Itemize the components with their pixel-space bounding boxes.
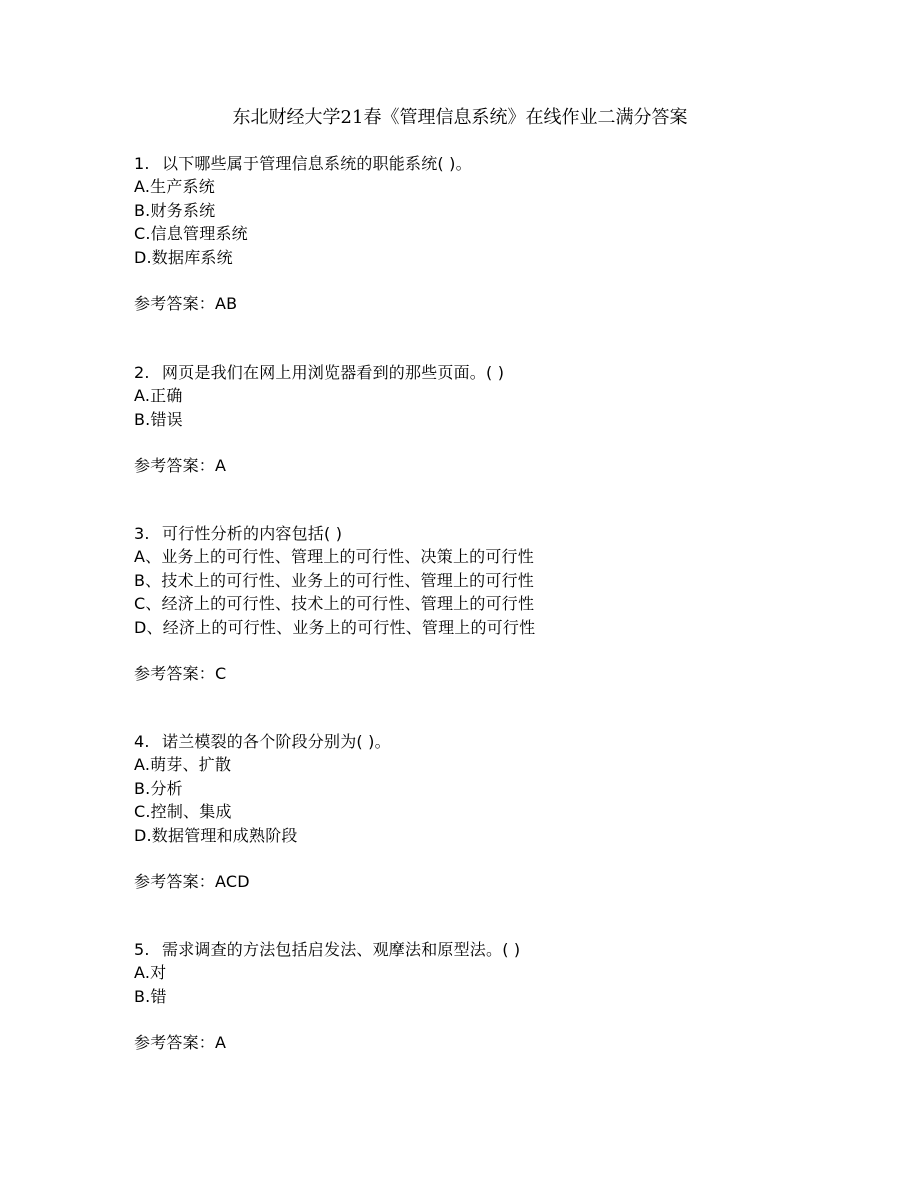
- question-number: 2.: [134, 363, 150, 382]
- option-d: D.数据库系统: [134, 247, 233, 267]
- question-number: 1.: [134, 154, 150, 173]
- question-text: 以下哪些属于管理信息系统的职能系统( )。: [162, 154, 472, 173]
- answer-label: 参考答案：: [134, 1033, 216, 1053]
- question-stem: [134, 522, 834, 545]
- question-3: [134, 522, 834, 685]
- answer-value: A: [215, 456, 227, 476]
- option-b: B.错误: [134, 409, 183, 429]
- option-a: A.生产系统: [134, 177, 215, 197]
- question-text: 网页是我们在网上用浏览器看到的那些页面。( ): [162, 363, 505, 382]
- answer-value: A: [215, 1033, 227, 1053]
- question-stem: [134, 938, 834, 961]
- option-a: A.正确: [134, 386, 183, 406]
- option-c: C.信息管理系统: [134, 224, 248, 244]
- question-text: 可行性分析的内容包括( ): [162, 524, 343, 543]
- question-stem: [134, 730, 834, 753]
- question-number: 4.: [134, 732, 150, 751]
- option-a: A.萌芽、扩散: [134, 755, 232, 775]
- answer-label: 参考答案：: [134, 293, 216, 313]
- reference-answer: [134, 292, 834, 315]
- reference-answer: [134, 662, 834, 685]
- reference-answer: [134, 454, 834, 477]
- document-title: 东北财经大学21春《管理信息系统》在线作业二满分答案: [232, 107, 688, 128]
- answer-label: 参考答案：: [134, 456, 216, 476]
- question-number: 3.: [134, 524, 150, 543]
- answer-value: C: [215, 663, 227, 683]
- question-2: [134, 361, 834, 478]
- option-d: D、经济上的可行性、业务上的可行性、管理上的可行性: [134, 617, 536, 637]
- question-number: 5.: [134, 940, 150, 959]
- option-b: B.分析: [134, 778, 183, 798]
- option-b: B.财务系统: [134, 200, 216, 220]
- option-b: B.错: [134, 986, 167, 1006]
- question-stem: [134, 361, 834, 384]
- option-a: A.对: [134, 963, 167, 983]
- option-d: D.数据管理和成熟阶段: [134, 825, 298, 845]
- option-b: B、技术上的可行性、业务上的可行性、管理上的可行性: [134, 570, 534, 590]
- answer-value: ACD: [215, 871, 250, 891]
- answer-value: AB: [215, 293, 238, 313]
- question-1: [134, 152, 834, 315]
- question-stem: [134, 152, 834, 175]
- question-5: [134, 938, 834, 1055]
- reference-answer: [134, 870, 834, 893]
- question-text: 需求调查的方法包括启发法、观摩法和原型法。( ): [162, 940, 521, 959]
- answer-label: 参考答案：: [134, 663, 216, 683]
- option-a: A、业务上的可行性、管理上的可行性、决策上的可行性: [134, 547, 534, 567]
- question-4: [134, 730, 834, 893]
- reference-answer: [134, 1031, 834, 1054]
- option-c: C、经济上的可行性、技术上的可行性、管理上的可行性: [134, 594, 535, 614]
- answer-label: 参考答案：: [134, 871, 216, 891]
- question-text: 诺兰模裂的各个阶段分别为( )。: [162, 732, 391, 751]
- option-c: C.控制、集成: [134, 802, 232, 822]
